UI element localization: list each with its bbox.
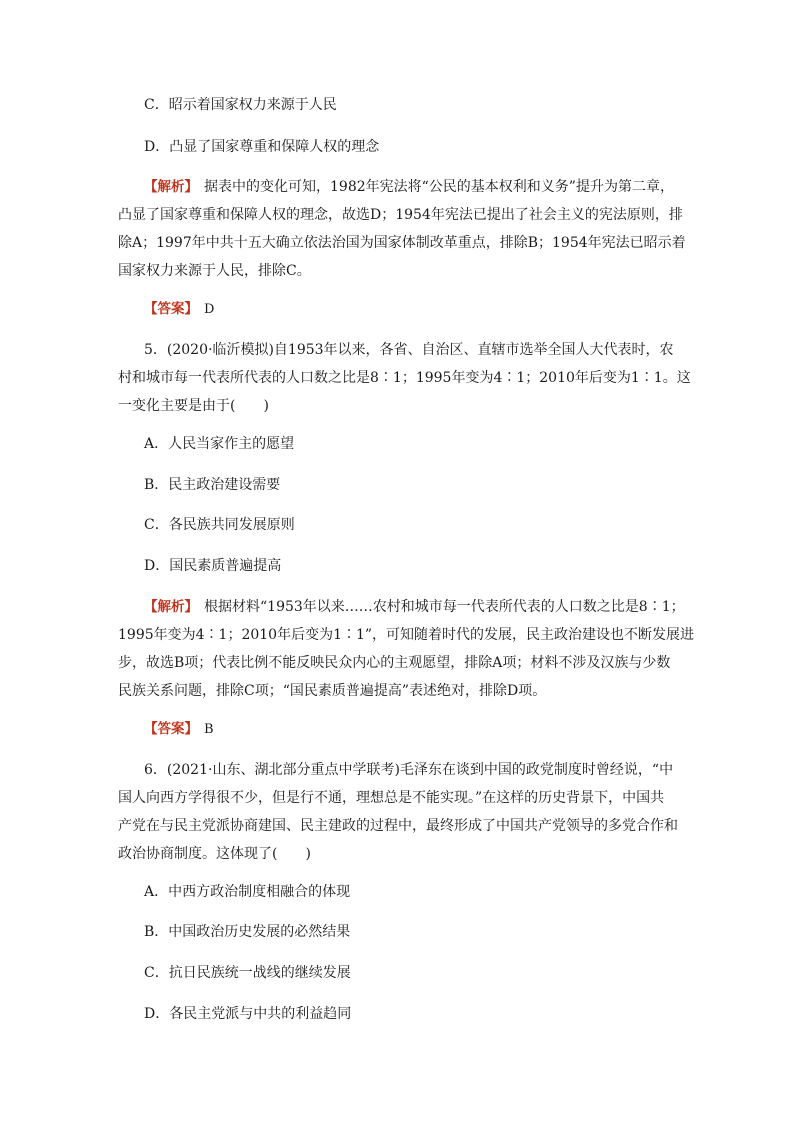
q4-analysis — [118, 177, 686, 289]
q5-analysis-line-4: 民族关系问题，排除C项；“国民素质普遍提高”表述绝对，排除D项。 — [118, 683, 547, 699]
q6-option-b: B．中国政治历史发展的必然结果 — [144, 924, 351, 940]
q5-option-a: A．人民当家作主的愿望 — [144, 436, 295, 452]
q6-stem-line-2: 国人向西方学得很不少，但是行不通，理想总是不能实现。”在这样的历史背景下，中国共 — [118, 790, 665, 806]
q5-option-b: B．民主政治建设需要 — [144, 477, 281, 493]
q5-analysis-line-3: 步，故选B项；代表比例不能反映民众内心的主观愿望，排除A项；材料不涉及汉族与少数 — [118, 655, 671, 671]
q4-analysis-line-3: 除A；1997年中共十五大确立依法治国为国家体制改革重点，排除B；1954年宪法已昭示着 — [118, 235, 686, 251]
q4-answer — [118, 299, 678, 320]
q5-stem-line-2: 村和城市每一代表所代表的人口数之比是8∶1；1995年变为4∶1；2010年后变为1∶1。这 — [118, 370, 691, 386]
q6-option-a: A．中西方政治制度相融合的体现 — [144, 884, 351, 900]
q6-stem — [118, 760, 680, 872]
analysis-tag: 【解析】 — [144, 179, 198, 195]
q4-analysis-line-1: 据表中的变化可知，1982年宪法将“公民的基本权利和义务”提升为第二章， — [204, 179, 674, 195]
q5-stem — [118, 340, 691, 424]
analysis-tag: 【解析】 — [144, 599, 198, 615]
q5-analysis — [118, 597, 695, 709]
answer-tag: 【答案】 — [144, 721, 198, 737]
q4-answer-value: D — [204, 302, 215, 317]
q6-stem-line-1: 6．(2021·山东、湖北部分重点中学联考)毛泽东在谈到中国的政党制度时曾经说，“中 — [144, 762, 674, 778]
q5-analysis-line-1: 根据材料“1953年以来……农村和城市每一代表所代表的人口数之比是8∶1； — [204, 599, 685, 615]
q5-answer — [118, 719, 678, 740]
q5-analysis-line-2: 1995年变为4∶1；2010年后变为1∶1”，可知随着时代的发展，民主政治建设也不断发展进 — [118, 627, 695, 643]
answer-tag: 【答案】 — [144, 301, 198, 317]
q6-option-d: D．各民主党派与中共的利益趋同 — [144, 1006, 352, 1022]
q4-option-c: C．昭示着国家权力来源于人民 — [144, 97, 337, 113]
q5-stem-line-3: 一变化主要是由于( ) — [118, 398, 269, 414]
q5-option-c: C．各民族共同发展原则 — [144, 517, 295, 533]
q4-option-d: D．凸显了国家尊重和保障人权的理念 — [144, 139, 380, 155]
q5-option-d: D．国民素质普遍提高 — [144, 558, 282, 574]
q5-stem-line-1: 5．(2020·临沂模拟)自1953年以来，各省、自治区、直辖市选举全国人大代表时，农 — [144, 342, 674, 358]
q4-analysis-line-2: 凸显了国家尊重和保障人权的理念，故选D；1954年宪法已提出了社会主义的宪法原则，排 — [118, 207, 683, 223]
q6-stem-line-4: 政治协商制度。这体现了( ) — [118, 846, 311, 862]
q6-stem-line-3: 产党在与民主党派协商建国、民主建政的过程中，最终形成了中国共产党领导的多党合作和 — [118, 818, 678, 834]
q5-answer-value: B — [204, 722, 214, 737]
q6-option-c: C．抗日民族统一战线的继续发展 — [144, 965, 351, 981]
q4-analysis-line-4: 国家权力来源于人民，排除C。 — [118, 263, 311, 279]
